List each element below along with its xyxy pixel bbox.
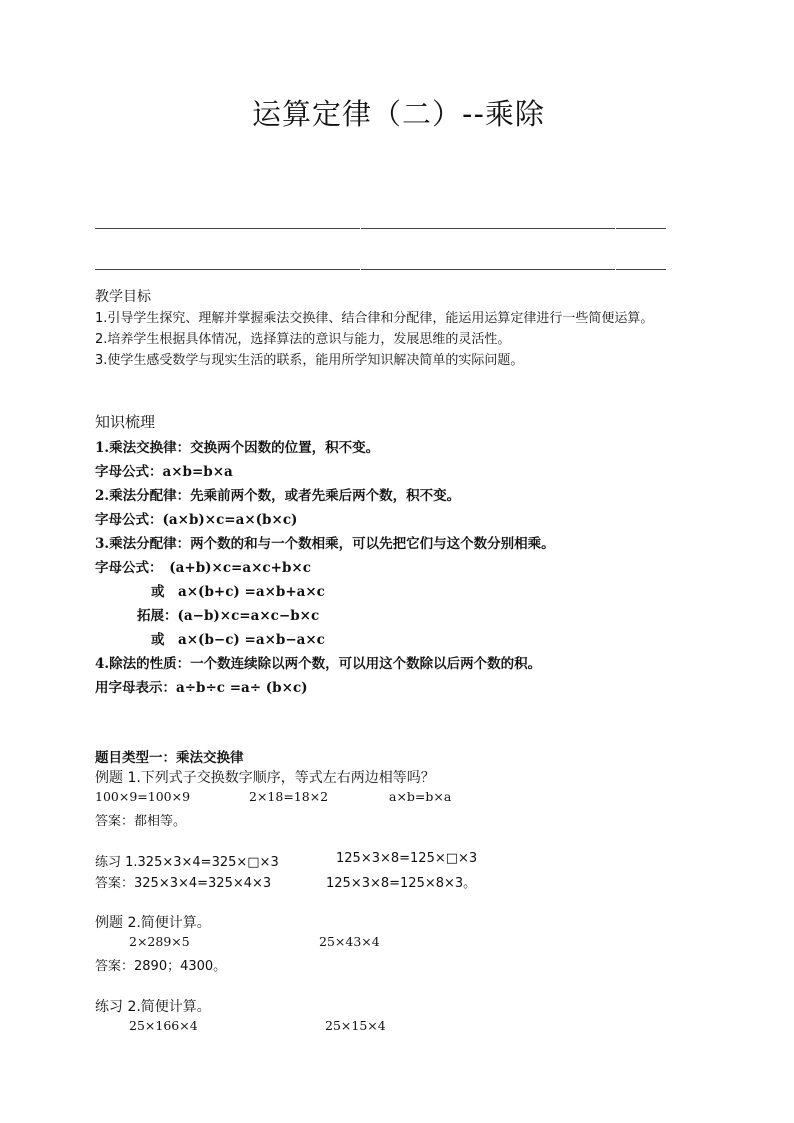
knowledge-line-11: 用字母表示：a÷b÷c =a÷ (b×c)	[95, 680, 308, 696]
practice1-question-1: 练习 1.325×3×4=325×□×3	[95, 855, 279, 870]
practice1-question-2: 125×3×8=125×□×3	[336, 851, 478, 866]
objective-item-2: 2.培养学生根据具体情况，选择算法的意识与能力，发展思维的灵活性。	[95, 332, 511, 347]
example1-answer: 答案：都相等。	[95, 814, 187, 829]
objective-item-3: 3.使学生感受数学与现实生活的联系，能用所学知识解决简单的实际问题。	[95, 353, 524, 368]
knowledge-line-3: 2.乘法分配律：先乘前两个数，或者先乘后两个数，积不变。	[95, 488, 461, 504]
knowledge-line-9: 或 a×(b−c) =a×b−a×c	[151, 632, 325, 648]
example2-question: 例题 2.简便计算。	[95, 915, 211, 931]
type1-heading: 题目类型一：乘法交换律	[95, 750, 244, 766]
knowledge-heading: 知识梳理	[95, 413, 156, 431]
practice1-answer-2: 125×3×8=125×8×3。	[326, 876, 477, 891]
practice2-expr-1: 25×166×4	[129, 1018, 198, 1033]
example1-expr-1: 100×9=100×9	[95, 789, 191, 804]
objective-item-1: 1.引导学生探究、理解并掌握乘法交换律、结合律和分配律，能运用运算定律进行一些简便运算。	[95, 311, 654, 326]
blank-line-1	[95, 228, 666, 229]
knowledge-line-10: 4.除法的性质：一个数连续除以两个数，可以用这个数除以后两个数的积。	[95, 656, 542, 672]
example1-question: 例题 1.下列式子交换数字顺序，等式左右两边相等吗？	[95, 770, 435, 786]
example2-expr-2: 25×43×4	[319, 934, 380, 949]
blank-line-2	[95, 269, 666, 270]
example1-expr-2: 2×18=18×2	[249, 789, 329, 804]
knowledge-line-7: 或 a×(b+c) =a×b+a×c	[151, 584, 325, 600]
example2-expr-1: 2×289×5	[129, 934, 190, 949]
example2-answer: 答案：2890；4300。	[95, 959, 227, 974]
practice2-expr-2: 25×15×4	[325, 1018, 386, 1033]
knowledge-line-2: 字母公式：a×b=b×a	[95, 464, 233, 480]
example1-expr-3: a×b=b×a	[389, 789, 452, 804]
knowledge-line-6: 字母公式： (a+b)×c=a×c+b×c	[95, 560, 311, 576]
page-title: 运算定律（二）--乘除	[252, 97, 545, 131]
objectives-heading: 教学目标	[95, 289, 151, 305]
knowledge-line-1: 1.乘法交换律：交换两个因数的位置，积不变。	[95, 440, 380, 456]
knowledge-line-4: 字母公式：(a×b)×c=a×(b×c)	[95, 512, 298, 528]
knowledge-line-5: 3.乘法分配律：两个数的和与一个数相乘，可以先把它们与这个数分别相乘。	[95, 536, 555, 552]
knowledge-line-8: 拓展：(a−b)×c=a×c−b×c	[137, 608, 320, 624]
practice1-answer-1: 答案：325×3×4=325×4×3	[95, 876, 272, 891]
practice2-question: 练习 2.简便计算。	[95, 999, 211, 1015]
